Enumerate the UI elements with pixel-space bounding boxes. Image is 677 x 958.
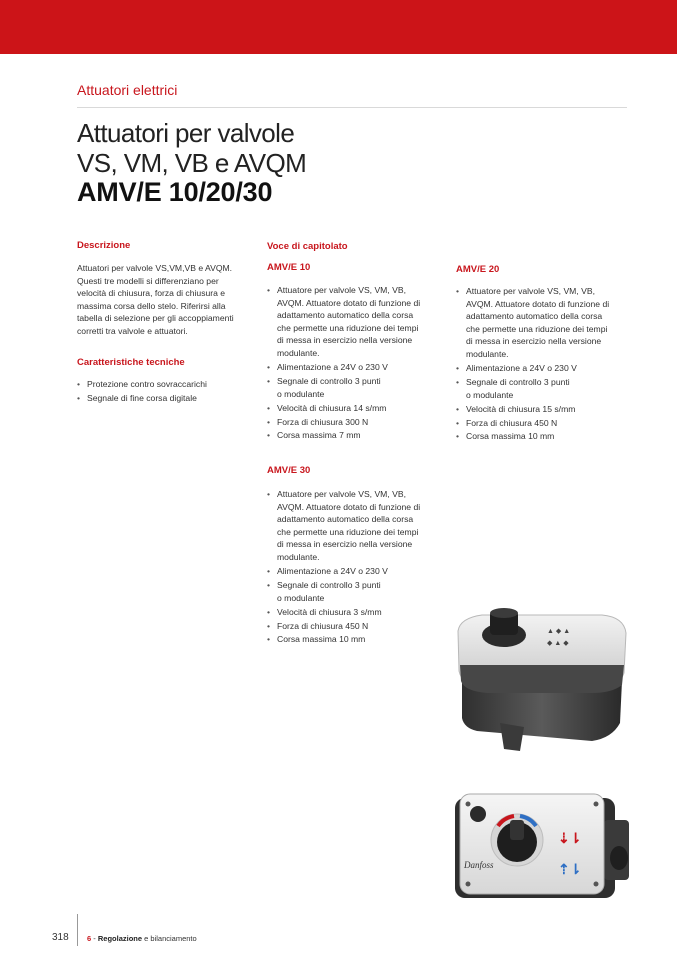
- list-item-line: o modulante: [277, 592, 325, 603]
- list-item-line: che permette una riduzione dei tempi: [277, 322, 419, 333]
- page-title-model: AMV/E 10/20/30: [77, 177, 273, 207]
- list-item: [456, 417, 609, 430]
- descrizione-text: [77, 262, 234, 338]
- list-item-line: AVQM. Attuatore dotato di funzione di: [277, 297, 421, 308]
- list-item-line: modulante.: [277, 347, 320, 358]
- caratteristiche-list: [77, 378, 207, 406]
- svg-text:▲ ◆ ▲: ▲ ◆ ▲: [547, 628, 571, 635]
- amv20-spec-list: [456, 285, 609, 444]
- footer-chapter: [87, 934, 197, 943]
- list-item: [267, 402, 420, 415]
- top-color-band: [0, 0, 677, 54]
- list-item-line: • Forza di chiusura 450 N: [277, 620, 369, 631]
- descrizione-line: corretti tra valvole e attuatori.: [77, 325, 188, 336]
- list-item: [267, 284, 420, 360]
- list-item-line: o modulante: [466, 389, 514, 400]
- list-item-line: • Segnale di controllo 3 punti: [277, 375, 381, 386]
- list-item: [267, 633, 420, 646]
- list-item: [456, 362, 609, 375]
- caratteristiche-heading: Caratteristiche tecniche: [77, 357, 185, 368]
- amv10-heading: AMV/E 10: [267, 262, 311, 273]
- amv10-spec-list: [267, 284, 420, 443]
- footer-separator: -: [93, 934, 96, 943]
- list-item-line: AVQM. Attuatore dotato di funzione di: [277, 501, 421, 512]
- list-item-line: modulante.: [466, 348, 509, 359]
- page-number: 318: [52, 932, 69, 943]
- list-item: [77, 392, 207, 405]
- list-item-line: o modulante: [277, 388, 325, 399]
- list-item-line: • Attuatore per valvole VS, VM, VB,: [466, 286, 595, 296]
- list-item: [267, 361, 420, 374]
- list-item-line: • Attuatore per valvole VS, VM, VB,: [277, 489, 406, 499]
- descrizione-line: massima corsa dello stelo. Riferirsi alla: [77, 300, 226, 311]
- descrizione-line: tabella di selezione per gli accoppiamenti: [77, 313, 234, 324]
- danfoss-logo: Danfoss: [464, 860, 494, 870]
- page-title-line-2: VS, VM, VB e AVQM: [77, 148, 307, 178]
- svg-text:⇣⇂: ⇣⇂: [558, 830, 582, 846]
- descrizione-line: Attuatori per valvole VS,VM,VB e AVQM.: [77, 263, 233, 273]
- list-item-line: • Forza di chiusura 300 N: [277, 416, 369, 427]
- list-item-line: di messa in esercizio nella versione: [466, 336, 602, 347]
- list-item-line: • Segnale di controllo 3 punti: [277, 579, 381, 590]
- list-item: [267, 620, 420, 633]
- descrizione-line: velocità di chiusura, forza di chiusura e: [77, 288, 226, 299]
- amv30-heading: AMV/E 30: [267, 465, 311, 476]
- svg-text:◆ ▲ ◆: ◆ ▲ ◆: [547, 640, 569, 647]
- list-item: [77, 378, 207, 391]
- footer-chapter-number: 6: [87, 934, 92, 943]
- list-item-line: adattamento automatico della corsa: [466, 311, 603, 322]
- list-item-line: che permette una riduzione dei tempi: [466, 323, 608, 334]
- section-title: Attuatori elettrici: [77, 82, 178, 98]
- list-item: [267, 429, 420, 442]
- list-item-line: adattamento automatico della corsa: [277, 514, 414, 525]
- list-item: [267, 606, 420, 619]
- list-item-line: di messa in esercizio nella versione: [277, 335, 413, 346]
- list-item: [267, 565, 420, 578]
- list-item-line: di messa in esercizio nella versione: [277, 539, 413, 550]
- svg-text:⇡⇂: ⇡⇂: [558, 861, 582, 877]
- list-item: [456, 430, 609, 443]
- list-item-line: • Protezione contro sovraccarichi: [87, 379, 207, 389]
- section-divider: [77, 107, 627, 108]
- list-item-line: che permette una riduzione dei tempi: [277, 526, 419, 537]
- list-item-line: • Velocità di chiusura 3 s/mm: [277, 606, 382, 617]
- descrizione-heading: Descrizione: [77, 240, 131, 251]
- list-item-line: • Velocità di chiusura 14 s/mm: [277, 402, 387, 413]
- list-item-line: • Attuatore per valvole VS, VM, VB,: [277, 285, 406, 295]
- list-item: [267, 416, 420, 429]
- list-item-line: • Corsa massima 7 mm: [277, 430, 361, 441]
- list-item: [456, 285, 609, 361]
- amv30-spec-list: [267, 488, 420, 647]
- footer-divider: [77, 914, 78, 946]
- amv20-heading: AMV/E 20: [456, 264, 500, 275]
- list-item: [267, 488, 420, 564]
- voce-capitolato-heading: Voce di capitolato: [267, 241, 348, 252]
- list-item-line: • Segnale di fine corsa digitale: [87, 392, 197, 403]
- list-item-line: • Alimentazione a 24V o 230 V: [466, 362, 577, 373]
- list-item-line: modulante.: [277, 551, 320, 562]
- list-item-line: adattamento automatico della corsa: [277, 310, 414, 321]
- actuator-photo-angled: [452, 603, 632, 753]
- list-item-line: • Alimentazione a 24V o 230 V: [277, 565, 388, 576]
- footer-chapter-rest: e bilanciamento: [144, 934, 197, 943]
- list-item-line: • Forza di chiusura 450 N: [466, 417, 558, 428]
- list-item-line: • Segnale di controllo 3 punti: [466, 376, 570, 387]
- list-item-line: • Alimentazione a 24V o 230 V: [277, 361, 388, 372]
- list-item: [456, 403, 609, 416]
- list-item: [267, 375, 420, 400]
- page-title-line-1: Attuatori per valvole: [77, 118, 295, 148]
- list-item-line: • Velocità di chiusura 15 s/mm: [466, 403, 576, 414]
- list-item-line: AVQM. Attuatore dotato di funzione di: [466, 298, 610, 309]
- descrizione-line: Questi tre modelli si differenziano per: [77, 275, 219, 286]
- list-item: [267, 579, 420, 604]
- list-item-line: • Corsa massima 10 mm: [277, 634, 366, 645]
- list-item: [456, 376, 609, 401]
- footer-chapter-bold: Regolazione: [97, 934, 143, 943]
- list-item-line: • Corsa massima 10 mm: [466, 431, 555, 442]
- actuator-photo-front: [454, 780, 634, 908]
